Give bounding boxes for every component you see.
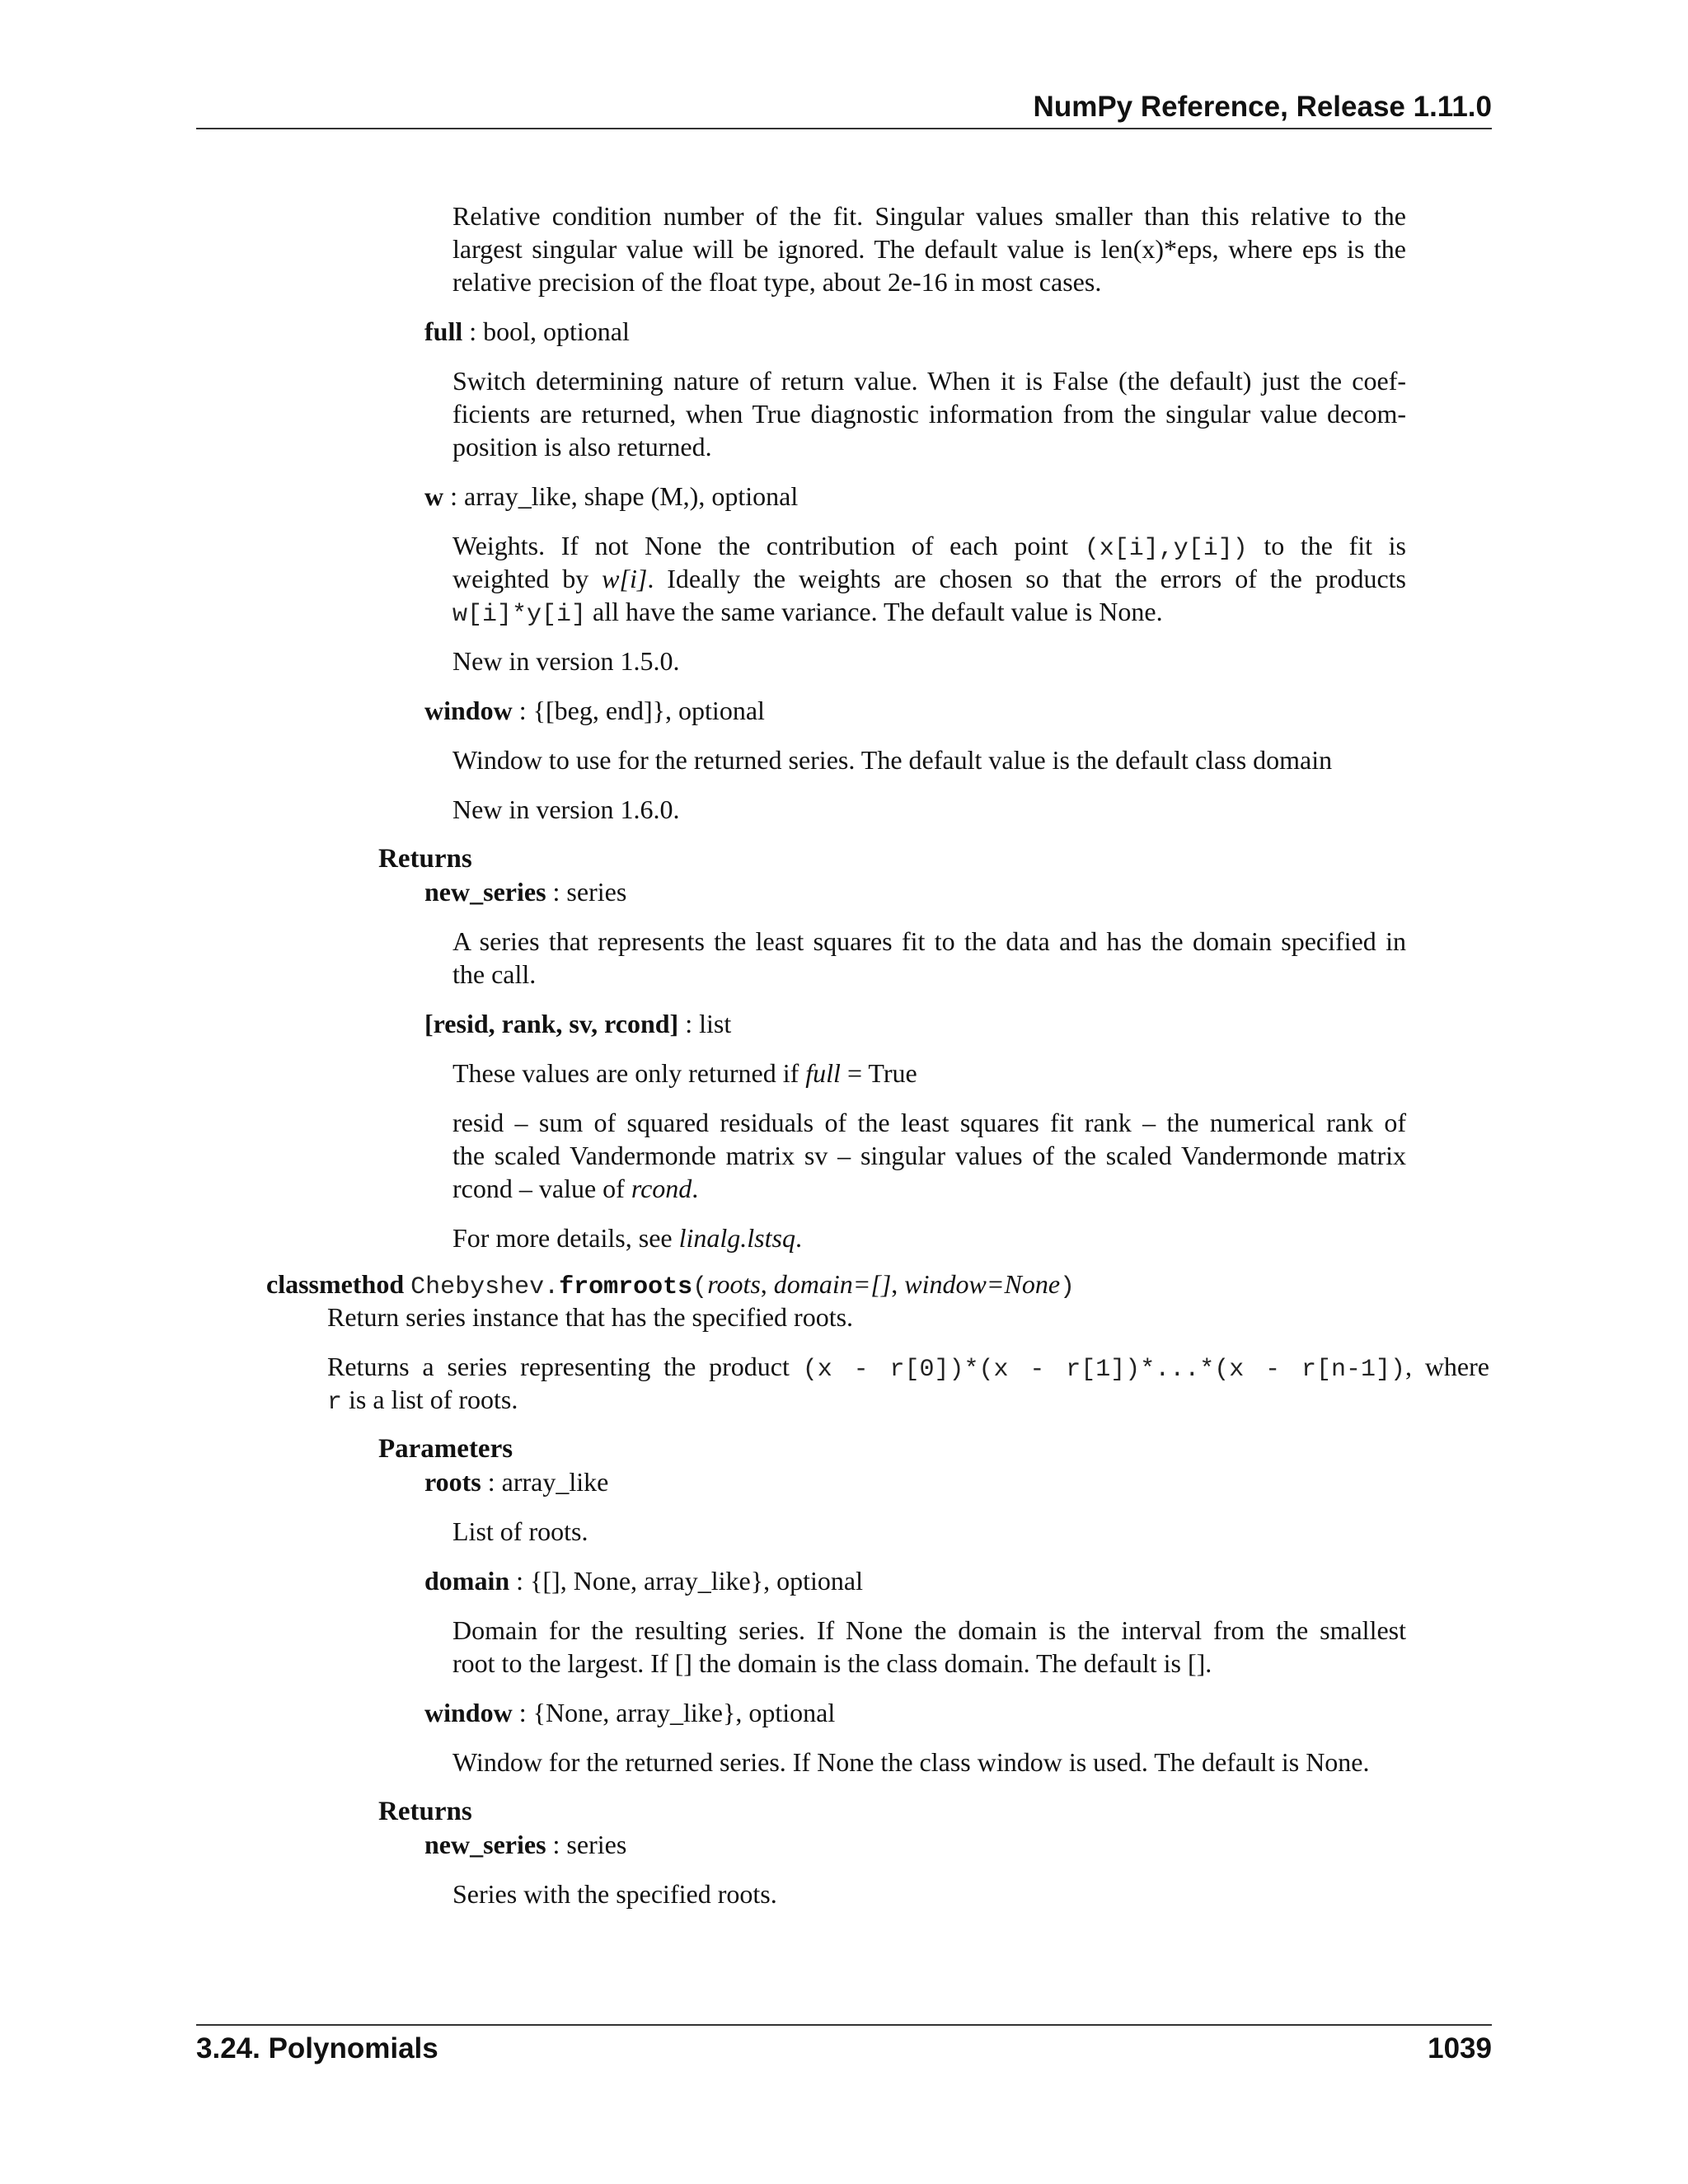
param-type: : series [546, 877, 627, 907]
text: is a list of roots. [342, 1385, 518, 1414]
w-desc-line-1 [452, 529, 1406, 565]
return-new-series-fromroots [424, 1828, 626, 1861]
text: rcond – value of [452, 1174, 631, 1203]
resid-desc-line-1: resid – sum of squared residuals of the least squares fit rank – the numerical rank of [452, 1108, 1406, 1137]
param-type: : array_like, shape (M,), optional [443, 481, 799, 511]
sig-separator: , [760, 1269, 774, 1299]
sig-separator: , [891, 1269, 905, 1299]
text: weighted by [452, 564, 603, 593]
inline-code: (x[i],y[i]) [1084, 535, 1248, 563]
new-series-desc-line-1: A series that represents the least squares fit to the data and has the domain specified in [452, 926, 1406, 956]
window-desc: Window to use for the returned series. The default value is the default class domain [452, 745, 1333, 775]
text: , where [1404, 1352, 1489, 1381]
text: . [795, 1223, 802, 1253]
param-window [424, 694, 765, 727]
sig-close-paren: ) [1060, 1273, 1076, 1301]
param-type: : {[], None, array_like}, optional [509, 1566, 863, 1596]
running-header: NumPy Reference, Release 1.11.0 [1033, 91, 1492, 123]
rcond-desc-line-3: relative precision of the float type, about 2e-16 in most cases. [452, 267, 1102, 297]
param-name: full [424, 316, 463, 346]
window-fromroots-desc: Window for the returned series. If None the class window is used. The default is None. [452, 1747, 1370, 1777]
fromroots-roots-line [327, 1383, 518, 1419]
text: to the fit is [1247, 531, 1407, 560]
full-desc-line-2: ficients are returned, when True diagnostic information from the singular value decom- [452, 399, 1406, 429]
param-type: : list [678, 1009, 732, 1038]
inline-code: w[i]*y[i] [452, 601, 587, 629]
text: These values are only returned if [452, 1058, 806, 1088]
param-type: : series [546, 1830, 627, 1859]
text: Returns a series representing the product [327, 1352, 803, 1381]
header-rule [196, 128, 1492, 129]
returns-heading-fromroots: Returns [378, 1797, 472, 1826]
w-desc-line-2 [452, 562, 1406, 595]
footer-rule [196, 2024, 1492, 2026]
roots-desc: List of roots. [452, 1516, 588, 1546]
more-details-note [452, 1221, 802, 1254]
new-series-desc-line-2: the call. [452, 959, 537, 989]
page-number: 1039 [1428, 2032, 1492, 2064]
inline-code: (x - r[0])*(x - r[1])*...*(x - r[n-1]) [802, 1356, 1405, 1384]
return-new-series [424, 875, 626, 908]
sig-class: Chebyshev. [410, 1273, 560, 1301]
emphasis: rcond [631, 1174, 692, 1203]
sig-keyword: classmethod [266, 1269, 411, 1299]
rcond-desc-line-1: Relative condition number of the fit. Singular values smaller than this relative to the [452, 201, 1406, 231]
param-roots [424, 1465, 608, 1498]
param-w [424, 480, 798, 513]
sig-arg: domain=[] [773, 1269, 892, 1299]
domain-desc-line-2: root to the largest. If [] the domain is the class domain. The default is []. [452, 1648, 1212, 1678]
param-name: new_series [424, 1830, 546, 1859]
w-version-note: New in version 1.5.0. [452, 646, 680, 676]
full-desc-line-3: position is also returned. [452, 432, 712, 462]
text: = True [840, 1058, 917, 1088]
emphasis: full [805, 1058, 841, 1088]
text: all have the same variance. The default value is None. [586, 597, 1163, 626]
parameters-heading: Parameters [378, 1434, 513, 1464]
param-name: window [424, 1698, 513, 1727]
return-resid-list [424, 1007, 731, 1040]
param-type: : {[beg, end]}, optional [512, 696, 765, 725]
resid-desc-line-2: the scaled Vandermonde matrix sv – singular values of the scaled Vandermonde matrix [452, 1141, 1406, 1170]
param-name: w [424, 481, 444, 511]
returns-heading: Returns [378, 844, 472, 874]
text: For more details, see [452, 1223, 679, 1253]
fromroots-summary: Return series instance that has the specified roots. [327, 1302, 854, 1332]
full-desc-line-1: Switch determining nature of return value. When it is False (the default) just the coef- [452, 366, 1406, 396]
sig-open-paren: ( [692, 1273, 708, 1301]
param-type: : bool, optional [462, 316, 630, 346]
param-name: domain [424, 1566, 510, 1596]
param-full [424, 315, 630, 348]
resid-only-note [452, 1057, 917, 1090]
fromroots-signature [266, 1268, 1075, 1304]
text: . [692, 1174, 699, 1203]
cross-reference-link[interactable]: linalg.lstsq [678, 1223, 795, 1253]
text: Weights. If not None the contribution of each point [452, 531, 1085, 560]
inline-code: r [327, 1389, 343, 1417]
param-window-fromroots [424, 1696, 835, 1729]
sig-arg: window=None [904, 1269, 1061, 1299]
param-type: : array_like [481, 1467, 609, 1497]
param-name: [resid, rank, sv, rcond] [424, 1009, 679, 1038]
sig-arg: roots [707, 1269, 761, 1299]
new-series-fromroots-desc: Series with the specified roots. [452, 1879, 777, 1909]
domain-desc-line-1: Domain for the resulting series. If None the domain is the interval from the smallest [452, 1615, 1406, 1645]
sig-name: fromroots [559, 1273, 693, 1301]
emphasis: w[i] [602, 564, 648, 593]
param-type: : {None, array_like}, optional [512, 1698, 836, 1727]
window-version-note: New in version 1.6.0. [452, 794, 680, 824]
resid-desc-line-3 [452, 1172, 698, 1205]
param-domain [424, 1564, 863, 1597]
text: . Ideally the weights are chosen so that the errors of the products [647, 564, 1407, 593]
fromroots-product-line [327, 1350, 1489, 1386]
param-name: new_series [424, 877, 546, 907]
rcond-desc-line-2: largest singular value will be ignored. The default value is len(x)*eps, where eps is the [452, 234, 1406, 264]
param-name: window [424, 696, 513, 725]
param-name: roots [424, 1467, 481, 1497]
w-desc-line-3 [452, 595, 1163, 631]
footer-section: 3.24. Polynomials [196, 2032, 438, 2064]
